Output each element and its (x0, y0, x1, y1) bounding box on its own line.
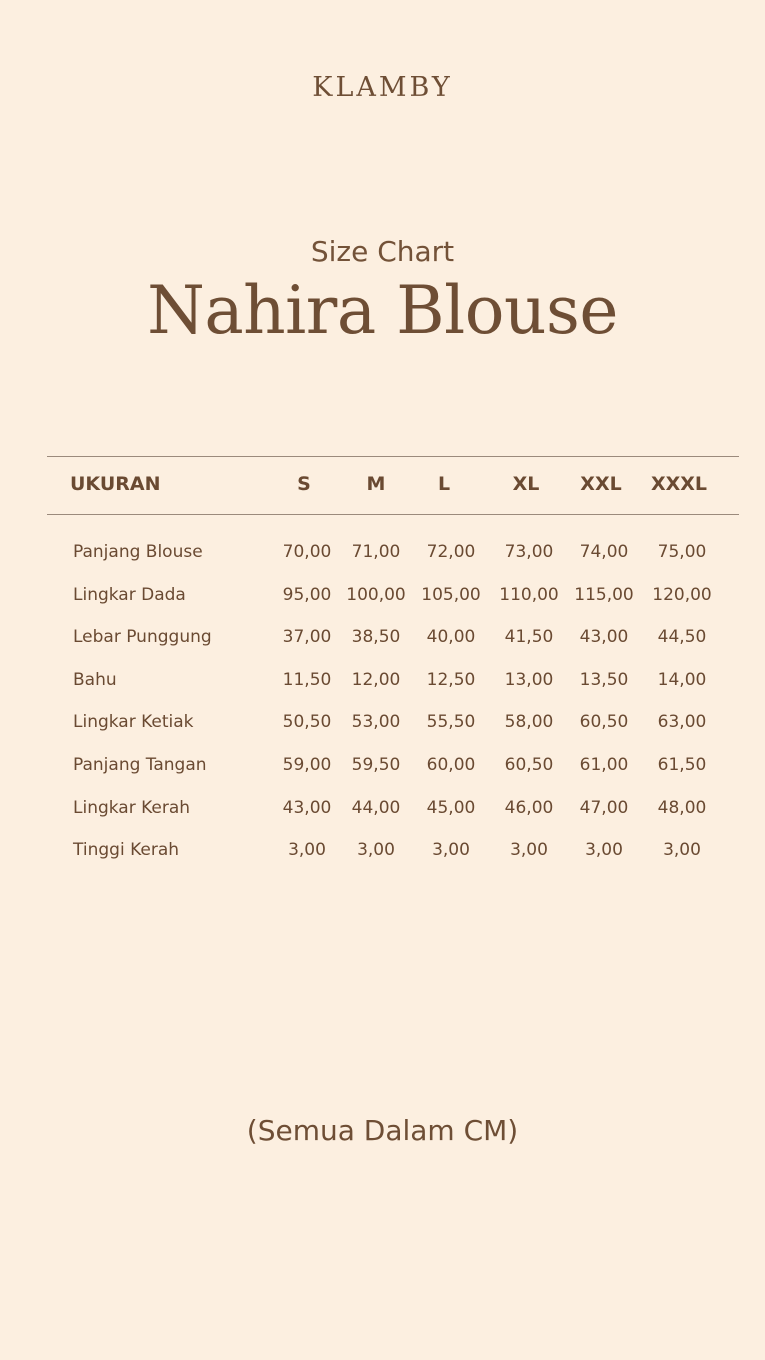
unit-note: (Semua Dalam CM) (246, 1114, 519, 1147)
table-header-divider (47, 514, 739, 515)
size-value-cell: 40,00 (426, 627, 476, 647)
size-value-cell: 46,00 (504, 798, 554, 818)
row-label: Bahu (73, 670, 117, 690)
size-value-cell: 3,00 (432, 840, 470, 860)
size-value-cell: 70,00 (282, 542, 332, 562)
size-value-cell: 37,00 (282, 627, 332, 647)
size-value-cell: 45,00 (426, 798, 476, 818)
size-value-cell: 3,00 (585, 840, 623, 860)
size-value-cell: 71,00 (351, 542, 401, 562)
size-value-cell: 48,00 (657, 798, 707, 818)
size-value-cell: 3,00 (357, 840, 395, 860)
size-value-cell: 44,50 (657, 627, 707, 647)
brand-logo: KLAMBY (312, 72, 453, 103)
row-label: Lebar Punggung (73, 627, 212, 647)
page-subtitle: Size Chart (310, 235, 455, 268)
size-value-cell: 59,00 (282, 755, 332, 775)
row-label: Panjang Blouse (73, 542, 203, 562)
header-size-l: L (437, 473, 451, 495)
header-size-xl: XL (512, 473, 540, 495)
size-value-cell: 61,50 (657, 755, 707, 775)
size-value-cell: 75,00 (657, 542, 707, 562)
header-size-m: M (366, 473, 386, 495)
row-label: Lingkar Kerah (73, 798, 191, 818)
size-value-cell: 41,50 (504, 627, 554, 647)
size-value-cell: 11,50 (282, 670, 332, 690)
size-value-cell: 74,00 (579, 542, 629, 562)
size-value-cell: 72,00 (426, 542, 476, 562)
size-value-cell: 53,00 (351, 712, 401, 732)
size-value-cell: 59,50 (351, 755, 401, 775)
row-label: Lingkar Ketiak (73, 712, 194, 732)
size-value-cell: 61,00 (579, 755, 629, 775)
size-value-cell: 120,00 (652, 585, 712, 605)
row-label: Lingkar Dada (73, 585, 186, 605)
size-value-cell: 44,00 (351, 798, 401, 818)
size-value-cell: 38,50 (351, 627, 401, 647)
size-value-cell: 63,00 (657, 712, 707, 732)
size-value-cell: 115,00 (574, 585, 634, 605)
size-value-cell: 3,00 (288, 840, 326, 860)
size-value-cell: 58,00 (504, 712, 554, 732)
size-value-cell: 43,00 (282, 798, 332, 818)
row-label: Tinggi Kerah (73, 840, 180, 860)
size-value-cell: 60,00 (426, 755, 476, 775)
size-value-cell: 13,50 (579, 670, 629, 690)
table-top-divider (47, 456, 739, 457)
header-size-s: S (297, 473, 311, 495)
page-title: Nahira Blouse (147, 272, 618, 349)
size-value-cell: 110,00 (499, 585, 559, 605)
size-value-cell: 73,00 (504, 542, 554, 562)
row-label: Panjang Tangan (73, 755, 207, 775)
header-size-xxxl: XXXL (650, 473, 708, 495)
size-value-cell: 95,00 (282, 585, 332, 605)
size-value-cell: 3,00 (510, 840, 548, 860)
size-value-cell: 12,50 (426, 670, 476, 690)
header-size-xxl: XXL (580, 473, 622, 495)
size-value-cell: 55,50 (426, 712, 476, 732)
size-value-cell: 43,00 (579, 627, 629, 647)
size-value-cell: 12,00 (351, 670, 401, 690)
header-ukuran: UKURAN (70, 473, 161, 495)
size-value-cell: 47,00 (579, 798, 629, 818)
size-value-cell: 14,00 (657, 670, 707, 690)
size-value-cell: 13,00 (504, 670, 554, 690)
size-value-cell: 100,00 (346, 585, 406, 605)
size-value-cell: 50,50 (282, 712, 332, 732)
size-value-cell: 60,50 (579, 712, 629, 732)
size-value-cell: 60,50 (504, 755, 554, 775)
size-value-cell: 3,00 (663, 840, 701, 860)
size-value-cell: 105,00 (421, 585, 481, 605)
